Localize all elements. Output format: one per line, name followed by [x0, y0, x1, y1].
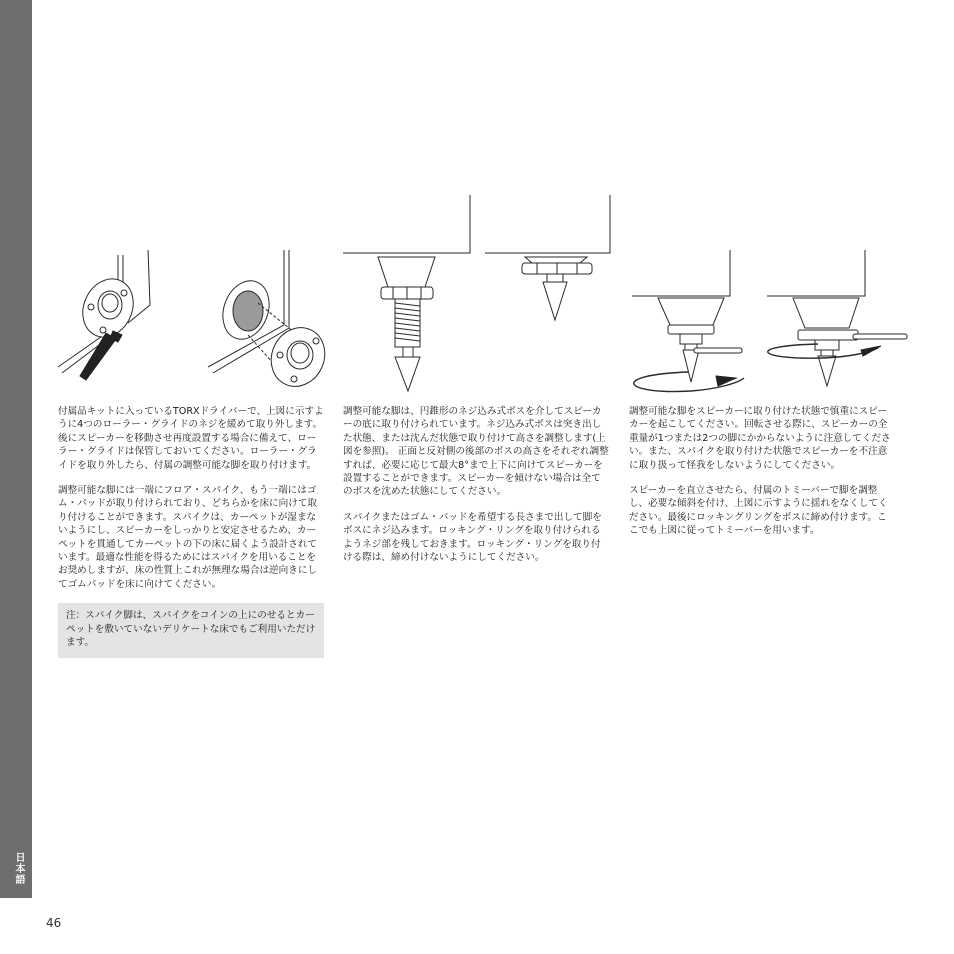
tommy-bar-instructions: スピーカーを直立させたら、付属のトミーバーで脚を調整し、必要な傾斜を付け、上図に示すように揺れをなくしてください。最後にロッキングリングをボスに締め付けます。ここでも上図に従ってトミーバーを用います。	[629, 485, 888, 537]
text-column-1	[58, 405, 324, 658]
roller-glide-detached-figure	[198, 245, 323, 385]
boss-lowered-figure	[485, 195, 615, 325]
tommy-bar-adjust-figure	[628, 250, 763, 395]
text-column-2	[343, 405, 609, 576]
note-box: 注：スパイク脚は、スパイクをコインの上にのせるとカーペットを敷いていないデリケートな床でもご利用いただけます。	[58, 603, 324, 657]
boss-raised-figure	[343, 195, 473, 395]
language-label: 日本語	[13, 852, 24, 885]
roller-glide-instructions: 付属品キットに入っているTORXドライバーで、上図に示すように4つのローラー・グライドのネジを緩めて取り外します。後にスピーカーを移動させ再度設置する場合に備えて、ローラー・グライドは保管しておいてください。ローラー・グライドを取り外したら、付属の調整可能な脚を取り付けます。	[58, 406, 324, 471]
boss-height-instructions: 調整可能な脚は、円錐形のネジ込み式ボスを介してスピーカーの底に取り付けられています。ネジ込み式ボスは突き出した状態、または沈んだ状態で取り付けて高さを調整します(上図を参照)。 正面と反対側の後部のボスの高さをそれぞれ調整すれば、必要に応じて最大8°まで上下に向けてスピーカーを設置することができます。スピーカーを傾けない場合は全てのボスを沈めた状態にしてください。	[343, 406, 609, 498]
spike-pad-description: 調整可能な脚には一端にフロア・スパイク、もう一端にはゴム・パッドが取り付けられており、どちらかを床に向けて取り付けることができます。スパイクは、カーペットが湿まないようにし、スピーカーをしっかりと安定させるため、カーペットを貫通してカーペットの下の床に届くよう設計されています。最適な性能を得るためにはスパイクを用いることをお奨めしますが、床の性質上これが無理な場合は逆向きにしてゴムパッドを床に向けてください。	[58, 485, 318, 590]
text-column-3	[629, 405, 895, 550]
roller-glide-removal-figure	[58, 245, 158, 380]
locking-ring-tighten-figure	[763, 250, 913, 395]
language-sidebar	[0, 0, 32, 898]
spike-installation-instructions: スパイクまたはゴム・パッドを希望する長さまで出して脚をボスにネジ込みます。ロッキング・リングを取り付けられるようネジ部を残しておきます。ロッキング・リングを取り付ける際は、締め付けないようにしてください。	[343, 511, 602, 564]
page-number: 46	[46, 916, 62, 930]
upright-speaker-instructions: 調整可能な脚をスピーカーに取り付けた状態で慎重にスピーカーを起こしてください。回転させる際に、スピーカーの全重量が1つまたは2つの脚にかからないように注意してください。また、スパイクを取り付けた状態でスピーカーを不注意に取り扱って怪我をしないようにしてください。	[629, 406, 891, 471]
